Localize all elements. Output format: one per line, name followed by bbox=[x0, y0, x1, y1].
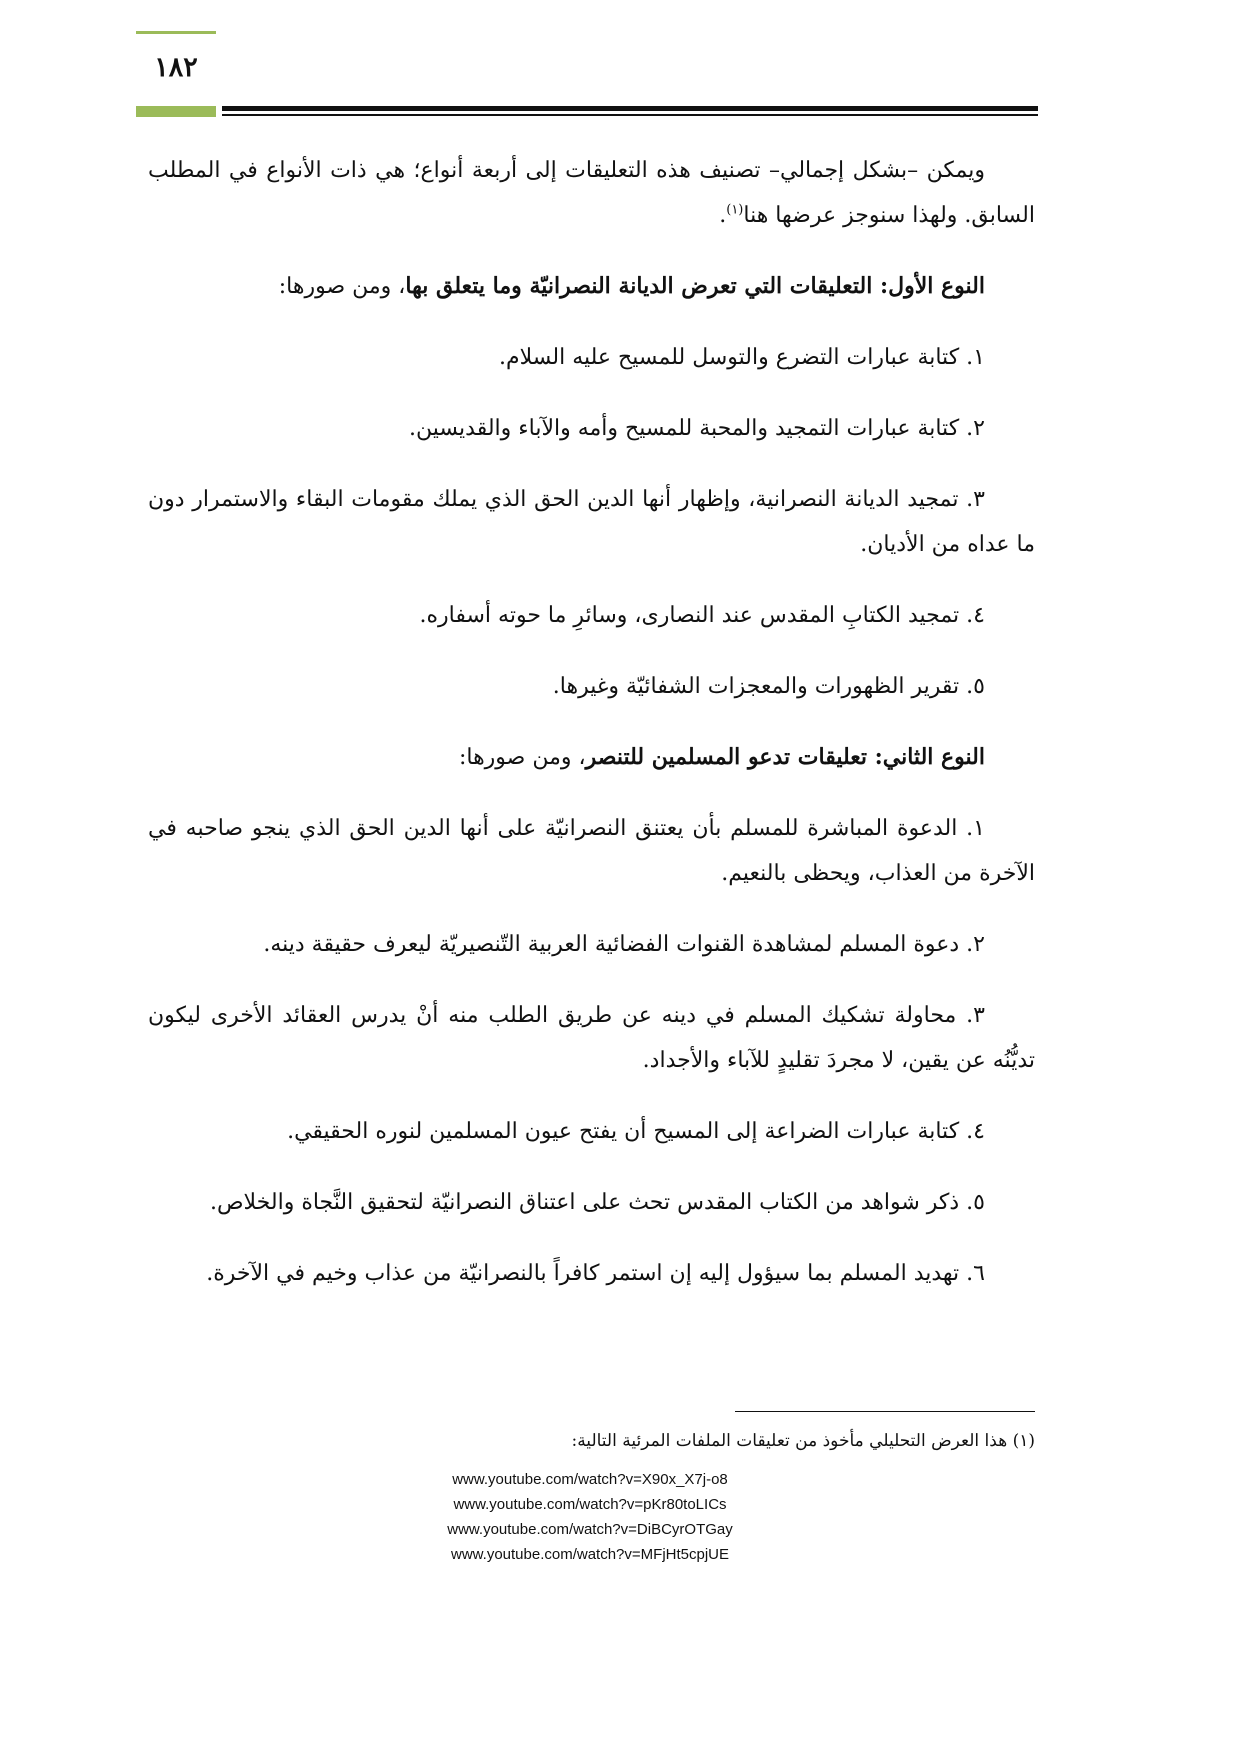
type1-heading: النوع الأول: التعليقات التي تعرض الديانة النصرانيّة وما يتعلق بها، ومن صورها: bbox=[278, 273, 985, 299]
page-number: ١٨٢ bbox=[154, 52, 198, 83]
type1-item-1: ١. كتابة عبارات التضرع والتوسل للمسيح عليه السلام. bbox=[499, 345, 985, 370]
type2-item-3: ٣. محاولة تشكيك المسلم في دينه عن طريق الطلب منه أنْ يدرس العقائد الأخرى ليكون تديُّنُه عن يقين، لا مجردَ تقليدٍ للآباء والأجداد. bbox=[148, 1003, 1035, 1073]
type1-label: النوع الأول bbox=[888, 273, 985, 299]
type1-item-3: ٣. تمجيد الديانة النصرانية، وإظهار أنها الدين الحق الذي يملك مقومات البقاء والاستمرار دون ما عداه من الأديان. bbox=[148, 487, 1035, 557]
footnote-links bbox=[400, 1467, 780, 1567]
type2-item-2: ٢. دعوة المسلم لمشاهدة القنوات الفضائية العربية التّنصيريّة ليعرف حقيقة دينه. bbox=[263, 932, 985, 957]
intro-text: ويمكن –بشكل إجمالي– تصنيف هذه التعليقات إلى أربعة أنواع؛ هي ذات الأنواع في المطلب السابق. ولهذا سنوجز عرضها هنا bbox=[148, 158, 1035, 228]
type2-item-1: ١. الدعوة المباشرة للمسلم بأن يعتنق النصرانيّة على أنها الدين الحق الذي ينجو صاحبه في الآخرة من العذاب، ويحظى بالنعيم. bbox=[148, 816, 1035, 886]
footnote-link[interactable]: www.youtube.com/watch?v=pKr80toLICs bbox=[453, 1496, 727, 1513]
page-body bbox=[148, 148, 1035, 1322]
footnote-text: (١) هذا العرض التحليلي مأخوذ من تعليقات الملفات المرئية التالية: bbox=[571, 1431, 1035, 1451]
footnote-link[interactable]: www.youtube.com/watch?v=MFjHt5cpjUE bbox=[450, 1546, 730, 1563]
type2-item-6: ٦. تهديد المسلم بما سيؤول إليه إن استمر كافراً بالنصرانيّة من عذاب وخيم في الآخرة. bbox=[206, 1261, 985, 1286]
type2-item-5: ٥. ذكر شواهد من الكتاب المقدس تحث على اعتناق النصرانيّة لتحقيق النَّجاة والخلاص. bbox=[209, 1190, 985, 1215]
type2-heading: النوع الثاني: تعليقات تدعو المسلمين للتنصر، ومن صورها: bbox=[458, 744, 985, 770]
header-green-accent-top bbox=[136, 31, 216, 34]
type1-tail: ، ومن صورها: bbox=[278, 274, 406, 299]
footnote-link[interactable]: www.youtube.com/watch?v=X90x_X7j-o8 bbox=[452, 1471, 728, 1488]
intro-paragraph bbox=[148, 148, 1035, 238]
header-rule-thick bbox=[222, 106, 1038, 111]
type1-item-2: ٢. كتابة عبارات التمجيد والمحبة للمسيح وأمه والآباء والقديسين. bbox=[409, 416, 985, 441]
footnote-ref: (١) bbox=[726, 202, 744, 218]
type2-label: النوع الثاني bbox=[882, 744, 985, 770]
type1-title: التعليقات التي تعرض الديانة النصرانيّة وما يتعلق بها bbox=[405, 273, 873, 299]
type1-item-4: ٤. تمجيد الكتابِ المقدس عند النصارى، وسائرِ ما حوته أسفاره. bbox=[419, 603, 985, 628]
type2-title: تعليقات تدعو المسلمين للتنصر bbox=[585, 744, 867, 770]
footnote-link[interactable]: www.youtube.com/watch?v=DiBCyrOTGay bbox=[447, 1521, 733, 1538]
type2-tail: ، ومن صورها: bbox=[458, 745, 586, 770]
footnote-separator bbox=[735, 1411, 1035, 1412]
header-green-accent-bar bbox=[136, 106, 216, 117]
intro-end: . bbox=[719, 203, 727, 228]
type1-item-5: ٥. تقرير الظهورات والمعجزات الشفائيّة وغيرها. bbox=[552, 674, 985, 699]
type2-item-4: ٤. كتابة عبارات الضراعة إلى المسيح أن يفتح عيون المسلمين لنوره الحقيقي. bbox=[287, 1119, 985, 1144]
header-rule-thin bbox=[222, 114, 1038, 116]
